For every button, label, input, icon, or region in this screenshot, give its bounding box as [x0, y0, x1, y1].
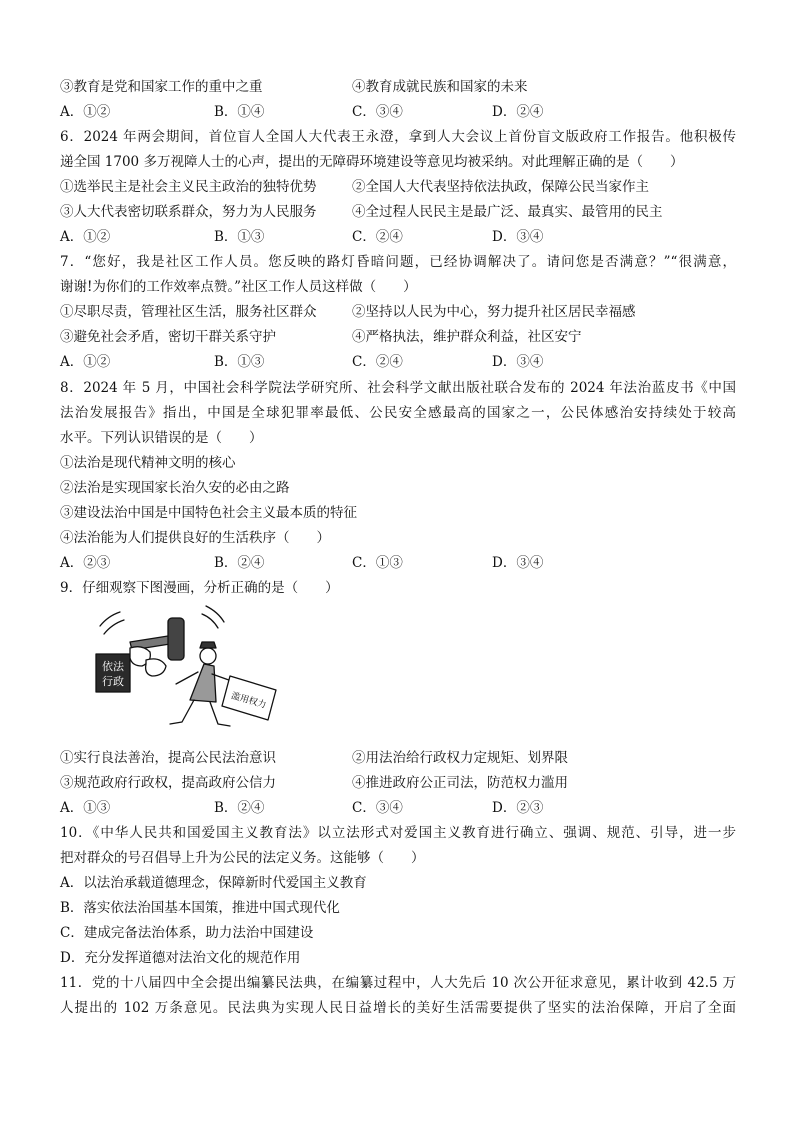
q10-stem-line-1: 10．《中华人民共和国爱国主义教育法》以立法形式对爱国主义教育进行确立、强调、规范、引导，进一步 — [60, 825, 736, 841]
q5-option-c[interactable]: C．③④ — [352, 104, 403, 120]
q8-statement-2: ②法治是实现国家长治久安的必由之路 — [60, 480, 290, 496]
q9-statements-1-2 — [60, 749, 736, 767]
q8-option-d[interactable]: D．③④ — [492, 555, 544, 571]
q7-stem-line-2: 谢谢!为你们的工作效率点赞。”社区工作人员这样做（ ） — [60, 279, 417, 295]
hammer-head — [168, 618, 184, 660]
q10-option-b[interactable]: B．落实依法治国基本国策，推进中国式现代化 — [60, 900, 340, 916]
q6-option-a[interactable]: A．①② — [60, 229, 111, 245]
q8-stem-line-3: 水平。下列认识错误的是（ ） — [60, 430, 263, 446]
q9-statement-4: ④推进政府公正司法，防范权力滥用 — [352, 775, 568, 791]
q8-option-a[interactable]: A．②③ — [60, 555, 111, 571]
q6-options — [60, 228, 736, 246]
q6-statements-3-4 — [60, 203, 736, 221]
q9-statement-2: ②用法治给行政权力定规矩、划界限 — [352, 750, 568, 766]
q6-statement-3: ③人大代表密切联系群众，努力为人民服务 — [60, 204, 317, 220]
q7-statements-1-2 — [60, 303, 736, 321]
q8-stem-line-2: 法治发展报告》指出，中国是全球犯罪率最低、公民安全感最高的国家之一，公民体感治安持续处于较高 — [60, 405, 736, 421]
q7-statement-4: ④严格执法，维护群众利益，社区安宁 — [352, 329, 582, 345]
man-body — [190, 664, 216, 702]
man-leg — [170, 700, 194, 724]
q7-option-a[interactable]: A．①② — [60, 354, 111, 370]
man-arm — [176, 672, 198, 684]
q7-statement-3: ③避免社会矛盾，密切干群关系守护 — [60, 329, 276, 345]
q7-option-c[interactable]: C．②④ — [352, 354, 403, 370]
q5-options — [60, 103, 736, 121]
q5-statements-3-4 — [60, 78, 736, 96]
q10-option-a[interactable]: A．以法治承载道德理念，保障新时代爱国主义教育 — [60, 875, 367, 891]
q9-option-c[interactable]: C．③④ — [352, 800, 403, 816]
q6-option-d[interactable]: D．③④ — [492, 229, 544, 245]
q8-statement-4: ④法治能为人们提供良好的生活秩序（ ） — [60, 530, 330, 546]
q5-statement-3: ③教育是党和国家工作的重中之重 — [60, 79, 263, 95]
q6-statement-1: ①选举民主是社会主义民主政治的独特优势 — [60, 179, 317, 195]
q7-statement-2: ②坚持以人民为中心，努力提升社区居民幸福感 — [352, 304, 636, 320]
q6-statement-4: ④全过程人民民主是最广泛、最真实、最管用的民主 — [352, 204, 663, 220]
q5-option-b[interactable]: B．①④ — [214, 104, 265, 120]
q11-stem-line-1: 11．党的十八届四中全会提出编纂民法典，在编纂过程中，人大先后 10 次公开征求意见，累计收到 42.5 万 — [60, 975, 736, 991]
paper-label: 滥用权力 — [229, 691, 268, 711]
q7-statement-1: ①尽职尽责，管理社区生活，服务社区群众 — [60, 304, 317, 320]
q10-option-c[interactable]: C．建成完备法治体系，助力法治中国建设 — [60, 925, 314, 941]
q6-option-c[interactable]: C．②④ — [352, 229, 403, 245]
q7-statements-3-4 — [60, 328, 736, 346]
man-hat — [200, 642, 216, 648]
q8-option-c[interactable]: C．①③ — [352, 555, 403, 571]
q9-option-b[interactable]: B．②④ — [214, 800, 265, 816]
q9-statement-3: ③规范政府行政权，提高政府公信力 — [60, 775, 276, 791]
q6-statements-1-2 — [60, 178, 736, 196]
q7-option-b[interactable]: B．①③ — [214, 354, 265, 370]
q5-option-a[interactable]: A．①② — [60, 104, 111, 120]
grip-hand — [146, 659, 166, 676]
q11-stem-line-2: 人提出的 102 万条意见。民法典为实现人民日益增长的美好生活需要提供了坚实的法治保障，开启了全面 — [60, 1000, 736, 1016]
q9-statements-3-4 — [60, 774, 736, 792]
q6-stem-line-2: 递全国 1700 多万视障人士的心声，提出的无障碍环境建设等意见均被采纳。对此理解正确的是（ ） — [60, 154, 684, 170]
q9-statement-1: ①实行良法善治，提高公民法治意识 — [60, 750, 276, 766]
q8-options — [60, 554, 736, 572]
hammer-label-line-1: 依法 — [102, 660, 124, 673]
q9-option-a[interactable]: A．①③ — [60, 800, 111, 816]
q8-statement-3: ③建设法治中国是中国特色社会主义最本质的特征 — [60, 505, 357, 521]
q8-option-b[interactable]: B．②④ — [214, 555, 265, 571]
hammer-label-line-2: 行政 — [102, 675, 124, 688]
q7-option-d[interactable]: D．③④ — [492, 354, 544, 370]
q10-option-d[interactable]: D．充分发挥道德对法治文化的规范作用 — [60, 950, 301, 966]
motion-line — [100, 612, 120, 626]
motion-line — [202, 614, 218, 628]
motion-line — [206, 606, 224, 622]
q8-stem-line-1: 8．2024 年 5 月，中国社会科学院法学研究所、社会科学文献出版社联合发布的 2024 年法治蓝皮书《中国 — [60, 380, 736, 396]
man-head — [200, 648, 216, 664]
q6-stem-line-1: 6．2024 年两会期间，首位盲人全国人大代表王永澄，拿到人大会议上首份盲文版政府工作报告。他积极传 — [60, 129, 736, 145]
q9-options — [60, 799, 736, 817]
q6-option-b[interactable]: B．①③ — [214, 229, 265, 245]
q9-option-d[interactable]: D．②③ — [492, 800, 544, 816]
q9-stem: 9．仔细观察下图漫画，分析正确的是（ ） — [60, 580, 339, 596]
q7-stem-line-1: 7．“您好，我是社区工作人员。您反映的路灯昏暗问题，已经协调解决了。请问您是否满意？”“很满意， — [60, 254, 736, 270]
q10-stem-line-2: 把对群众的号召倡导上升为公民的法定义务。这能够（ ） — [60, 850, 425, 866]
q5-option-d[interactable]: D．②④ — [492, 104, 544, 120]
motion-line — [104, 620, 124, 634]
q8-statement-1: ①法治是现代精神文明的核心 — [60, 455, 236, 471]
q5-statement-4: ④教育成就民族和国家的未来 — [352, 79, 528, 95]
q7-options — [60, 353, 736, 371]
q6-statement-2: ②全国人大代表坚持依法执政，保障公民当家作主 — [352, 179, 649, 195]
q9-cartoon — [90, 604, 280, 734]
